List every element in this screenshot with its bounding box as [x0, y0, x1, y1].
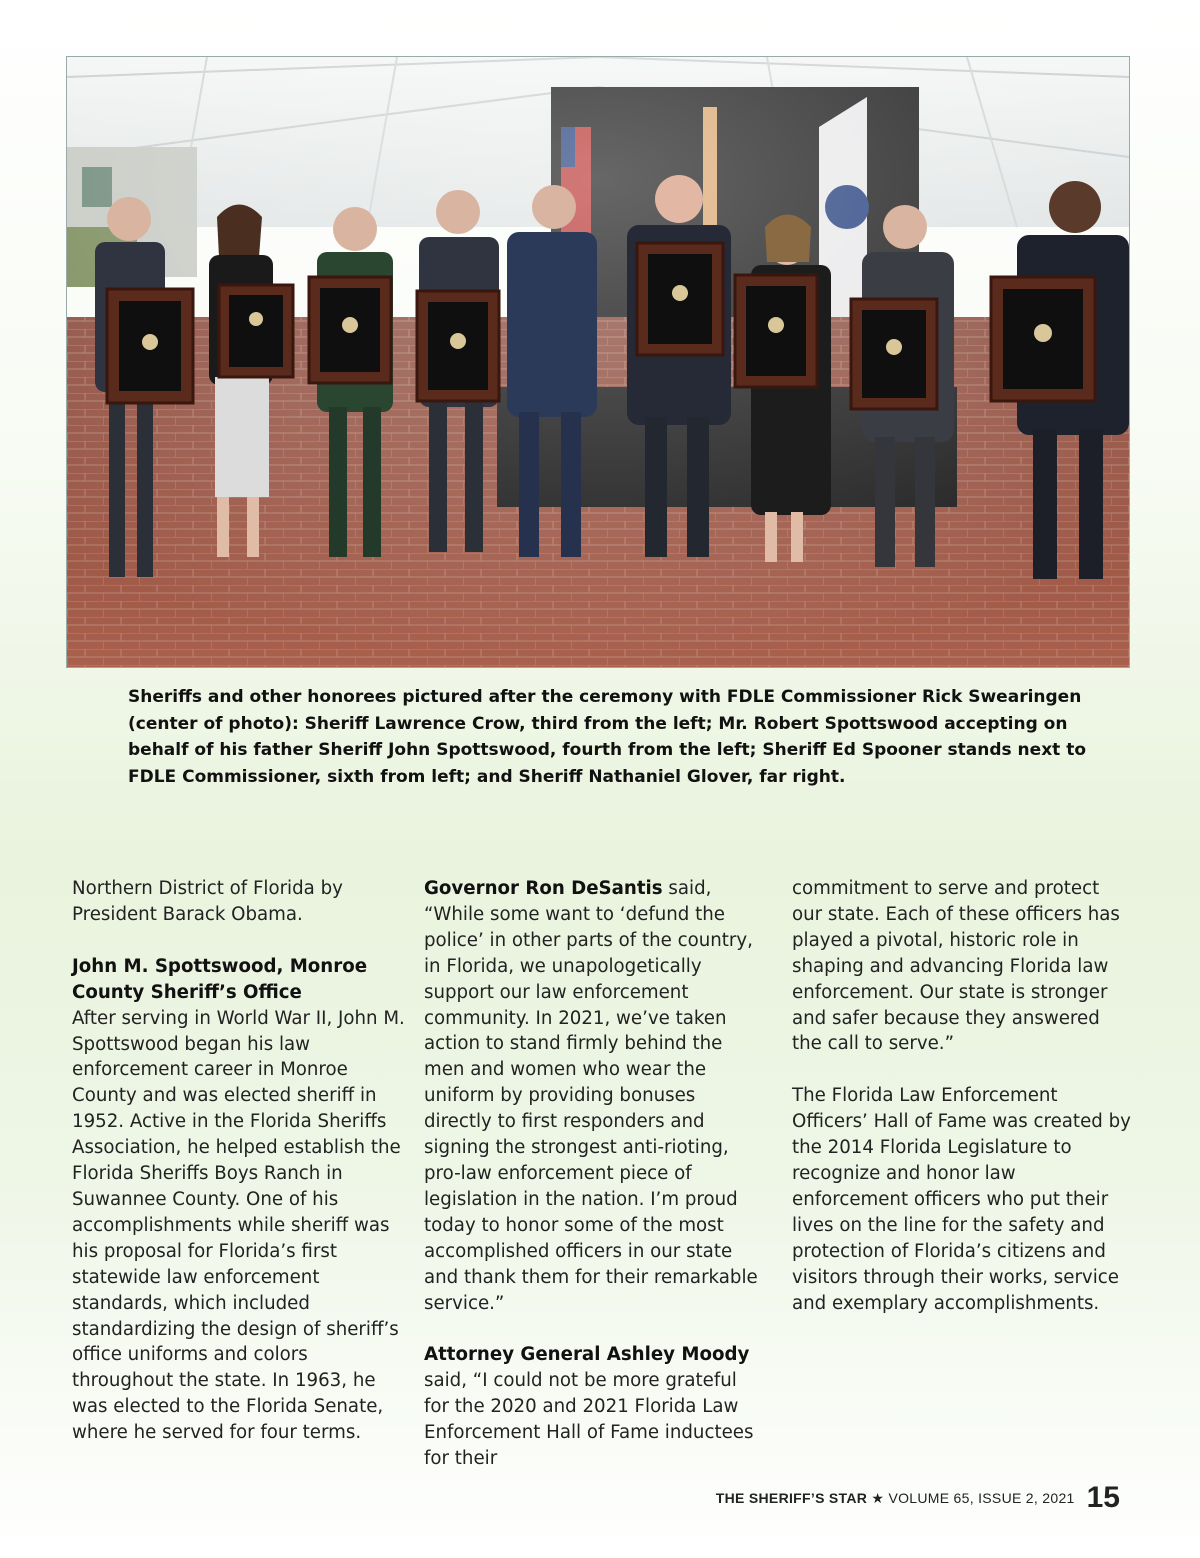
- issue-info: VOLUME 65, ISSUE 2, 2021: [888, 1489, 1075, 1506]
- article-column-2: [424, 876, 764, 1498]
- page-footer: [716, 1478, 1120, 1518]
- footer-text: [716, 1490, 1075, 1507]
- publication-name: THE SHERIFF’S STAR: [715, 1489, 868, 1506]
- article-column-1: [72, 876, 412, 1472]
- quote-paragraph: [424, 876, 764, 1316]
- quote-text: said, “While some want to ‘defund the police’ in other parts of the country, in Florida, we unapologetically support our law enforcement community. In 2021, we’ve taken action to stand firmly behind the men and women who wear the uniform by providing bonuses directly to first responders and signing the strongest anti-rioting, pro-law enforcement piece of legislation in the nation. I’m proud today to honor some of the most accomplished officers in our state and thank them for their remarkable service.”: [424, 878, 758, 1314]
- article-column-3: [792, 876, 1132, 1343]
- paragraph: commitment to serve and protect our state. Each of these officers has played a pivotal, historic role in shaping and advancing Florida law enforcement. Our state is stronger and safer because they answered the call to serve.”: [792, 878, 1120, 1055]
- quote-paragraph: [424, 1342, 764, 1472]
- section-heading: John M. Spottswood, Monroe County Sheriff’s Office: [72, 955, 368, 1003]
- quote-text: said, “I could not be more grateful for the 2020 and 2021 Florida Law Enforcement Hall of Fame inductees for their: [424, 1370, 754, 1470]
- speaker-name: Attorney General Ashley Moody: [424, 1344, 750, 1366]
- ceremony-photo-illustration: [67, 57, 1129, 667]
- ceremony-photo: [66, 56, 1130, 668]
- paragraph: The Florida Law Enforcement Officers’ Hall of Fame was created by the 2014 Florida Legislature to recognize and honor law enforcement officers who put their lives on the line for the safety and protection of Florida’s citizens and visitors through their works, service and exemplary accomplishments.: [792, 1085, 1131, 1314]
- speaker-name: Governor Ron DeSantis: [424, 878, 663, 899]
- paragraph: After serving in World War II, John M. Spottswood began his law enforcement career in Monroe County and was elected sheriff in 1952. Active in the Florida Sheriffs Association, he helped establish the Florida Sheriffs Boys Ranch in Suwannee County. One of his accomplishments while sheriff was his proposal for Florida’s first statewide law enforcement standards, which included standardizing the design of sheriff’s office uniforms and colors throughout the state. In 1963, he was elected to the Florida Senate, where he served for four terms.: [72, 1007, 405, 1444]
- page-number: 15: [1086, 1481, 1120, 1514]
- photo-caption: Sheriffs and other honorees pictured after the ceremony with FDLE Commissioner Rick Swearingen (center of photo): Sheriff Lawrence Crow, third from the left; Mr. Robert Spottswood accepting on behalf of his father Sheriff John Spottswood, fourth from the left; Sheriff Ed Spooner stands next to FDLE Commissioner, sixth from left; and Sheriff Nathaniel Glover, far right.: [128, 687, 1087, 787]
- paragraph: Northern District of Florida by President Barack Obama.: [72, 878, 343, 925]
- star-icon: ★: [871, 1489, 885, 1506]
